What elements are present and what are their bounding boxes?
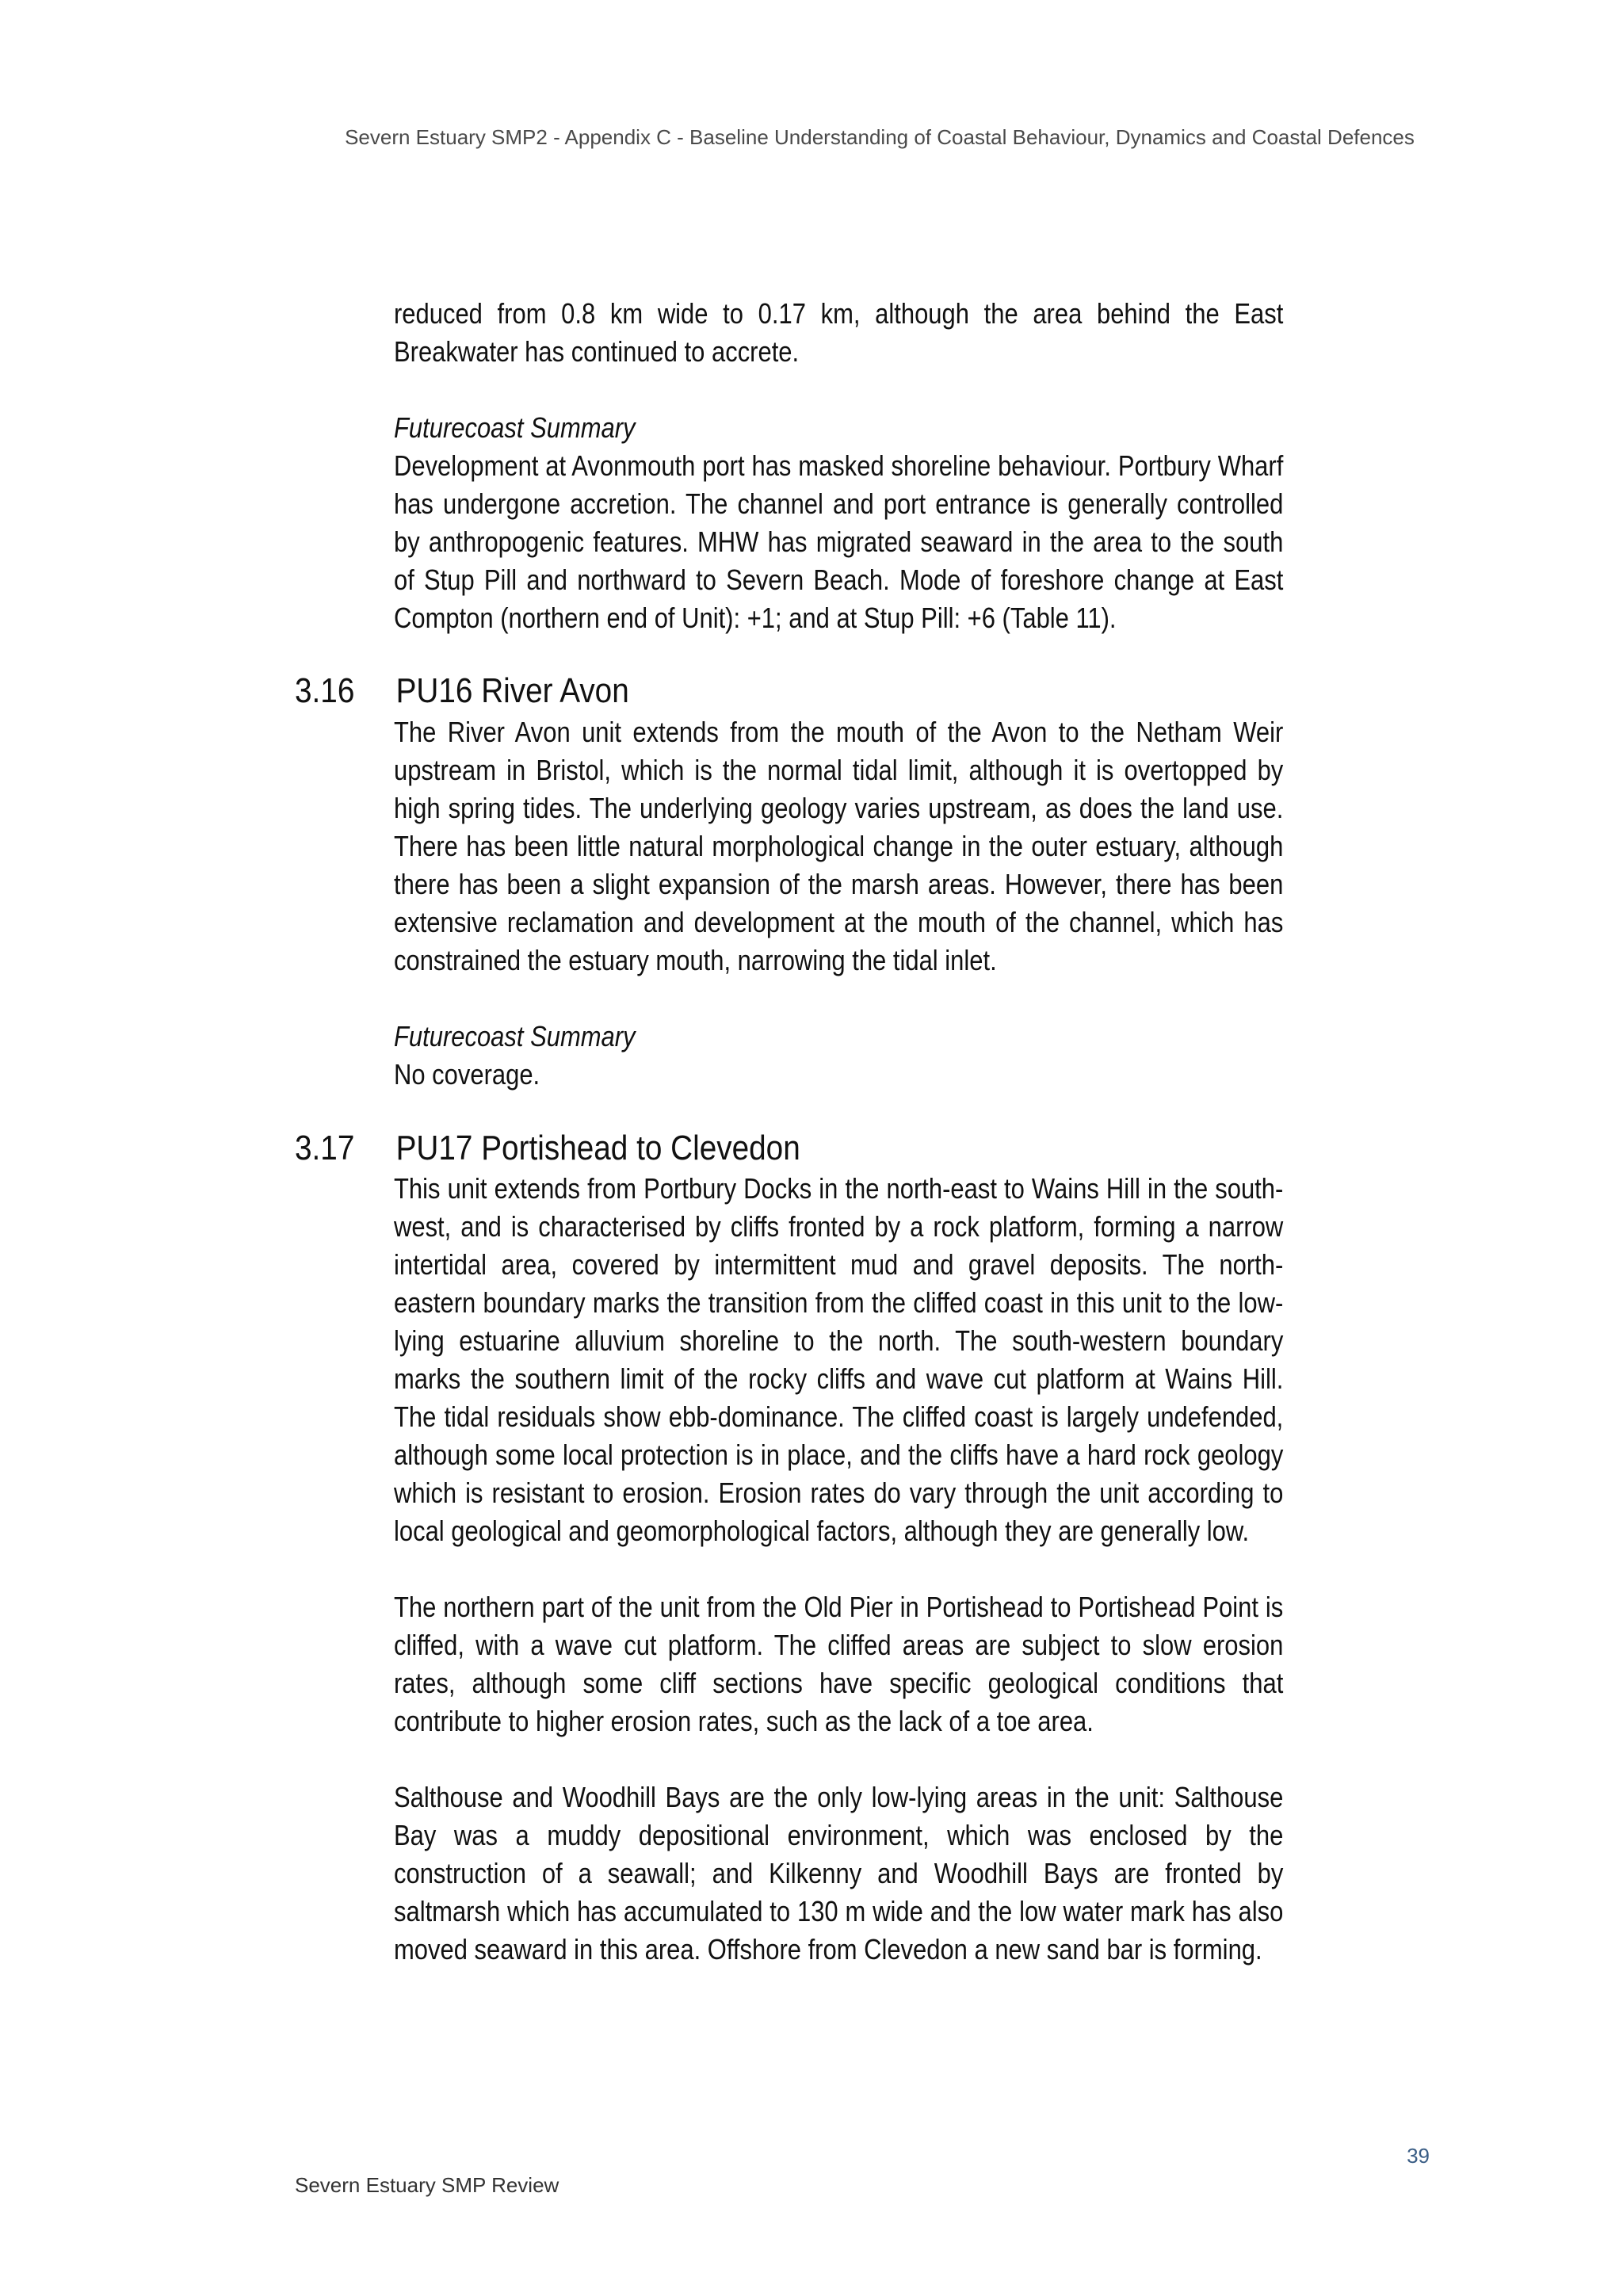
futurecoast-summary-label: Futurecoast Summary	[394, 411, 636, 444]
page-number: 39	[1407, 2144, 1430, 2168]
section-3-16-body	[394, 713, 1283, 1094]
intro-block	[394, 295, 1283, 637]
futurecoast-summary-label: Futurecoast Summary	[394, 1020, 636, 1052]
portishead-paragraph-2: The northern part of the unit from the Old Pier in Portishead to Portishead Point is cliffed, with a wave cut platform. The cliffed areas are subject to slow erosion rates, although some cliff sections have specific geological conditions that contribute to higher erosion rates, such as the lack of a toe area.	[394, 1591, 1284, 1737]
futurecoast-summary-text: Development at Avonmouth port has masked shoreline behaviour. Portbury Wharf has undergone accretion. The channel and port entrance is generally controlled by anthropogenic features. MHW has migrated seaward in the area to the south of Stup Pill and northward to Severn Beach. Mode of foreshore change at East Compton (northern end of Unit): +1; and at Stup Pill: +6 (Table 11).	[394, 449, 1284, 634]
section-3-17-body	[394, 1170, 1283, 1969]
running-header: Severn Estuary SMP2 - Appendix C - Baseline Understanding of Coastal Behaviour, Dynamics and Coastal Defences	[345, 125, 1415, 149]
river-avon-paragraph: The River Avon unit extends from the mouth of the Avon to the Netham Weir upstream in Bristol, which is the normal tidal limit, although it is overtopped by high spring tides. The underlying geology varies upstream, as does the land use. There has been little natural morphological change in the outer estuary, although there has been a slight expansion of the marsh areas. However, there has been extensive reclamation and development at the mouth of the channel, which has constrained the estuary mouth, narrowing the tidal inlet.	[394, 716, 1284, 976]
portishead-paragraph-3: Salthouse and Woodhill Bays are the only low-lying areas in the unit: Salthouse Bay was a muddy depositional environment, which was enclosed by the construction of a seawall; and Kilkenny and Woodhill Bays are fronted by saltmarsh which has accumulated to 130 m wide and the low water mark has also moved seaward in this area. Offshore from Clevedon a new sand bar is forming.	[394, 1781, 1284, 1966]
futurecoast-summary-text: No coverage.	[394, 1058, 540, 1091]
section-number: 3.16	[295, 671, 355, 710]
footer-document-title: Severn Estuary SMP Review	[295, 2173, 559, 2197]
intro-continuation-paragraph: reduced from 0.8 km wide to 0.17 km, although the area behind the East Breakwater has continued to accrete.	[394, 297, 1284, 368]
section-number: 3.17	[295, 1129, 355, 1167]
portishead-paragraph-1: This unit extends from Portbury Docks in the north-east to Wains Hill in the south-west, and is characterised by cliffs fronted by a rock platform, forming a narrow intertidal area, covered by intermittent mud and gravel deposits. The north-eastern boundary marks the transition from the cliffed coast in this unit to the low-lying estuarine alluvium shoreline to the north. The south-western boundary marks the southern limit of the rocky cliffs and wave cut platform at Wains Hill. The tidal residuals show ebb-dominance. The cliffed coast is largely undefended, although some local protection is in place, and the cliffs have a hard rock geology which is resistant to erosion. Erosion rates do vary through the unit according to local geological and geomorphological factors, although they are generally low.	[394, 1172, 1284, 1547]
section-title: PU16 River Avon	[395, 671, 629, 710]
section-title: PU17 Portishead to Clevedon	[395, 1129, 800, 1167]
section-heading-3-16	[295, 670, 629, 712]
section-heading-3-17	[295, 1127, 800, 1170]
